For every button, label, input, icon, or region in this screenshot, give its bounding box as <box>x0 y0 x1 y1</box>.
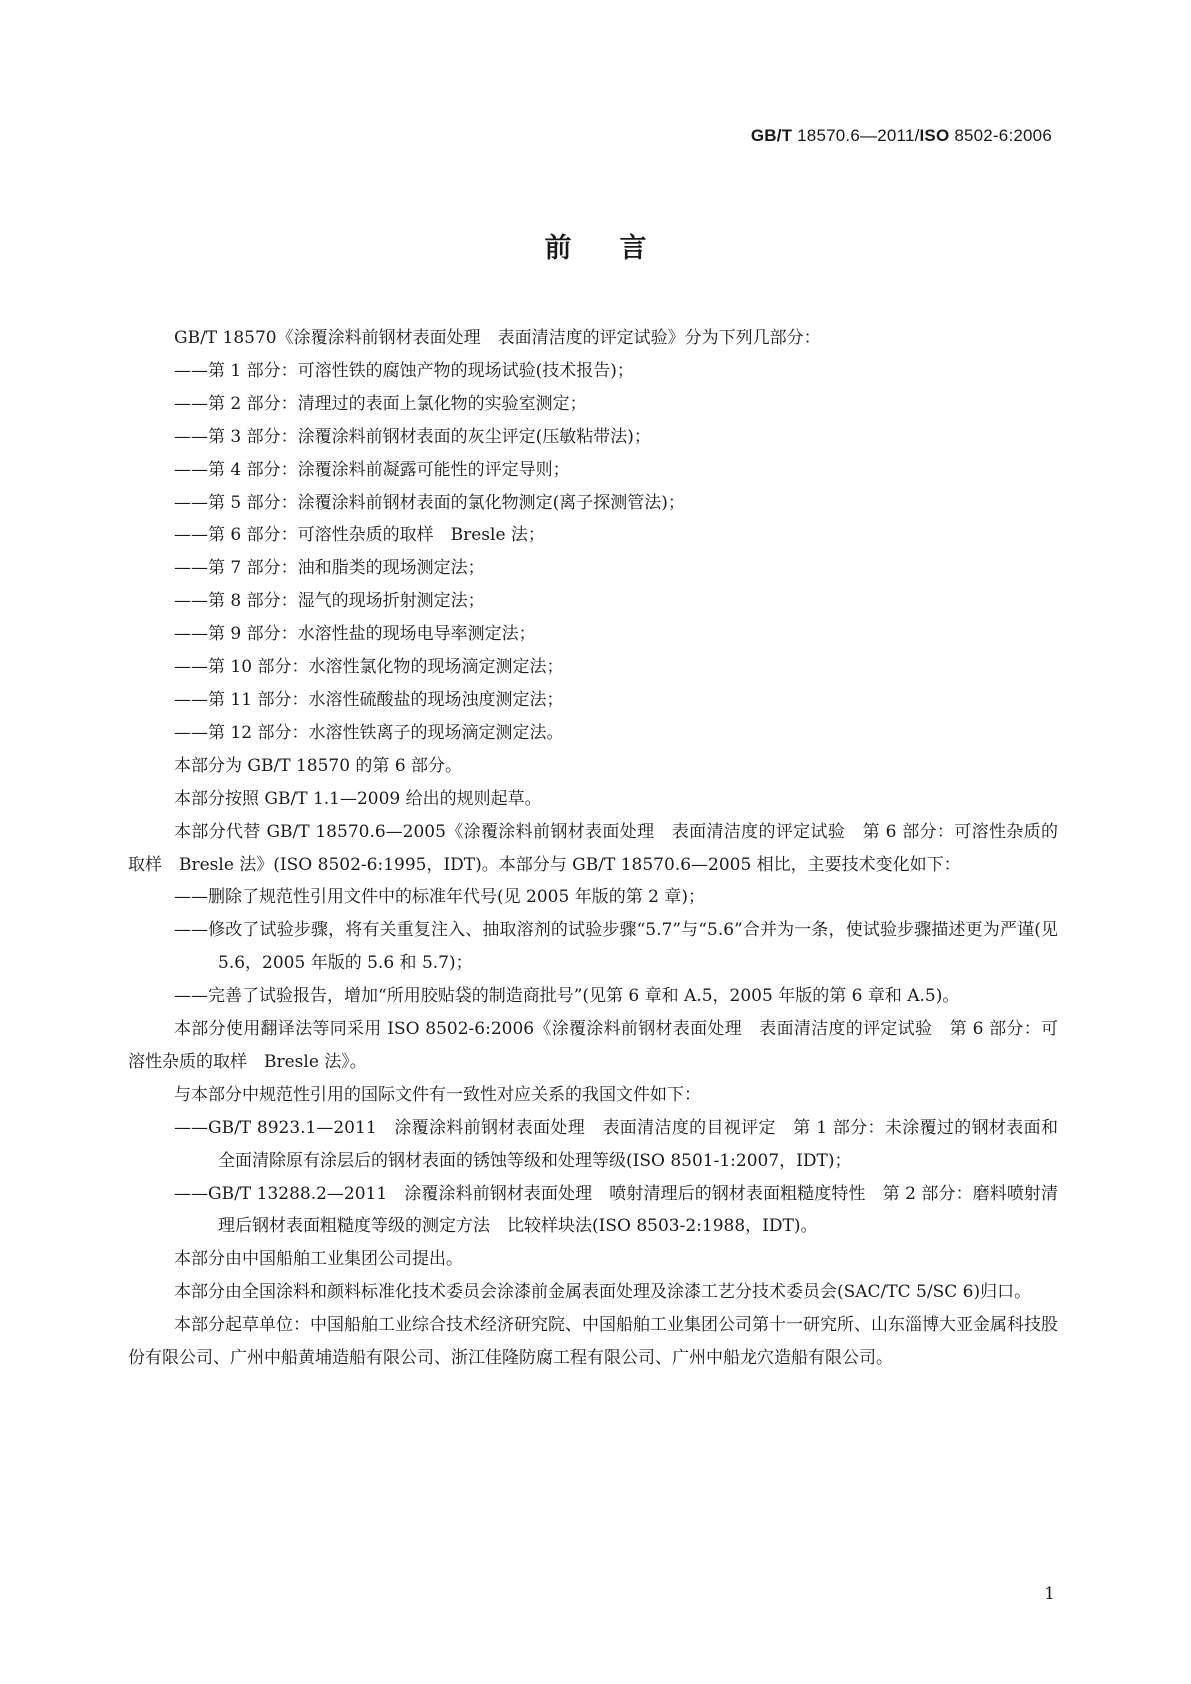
paragraph: 本部分起草单位：中国船舶工业综合技术经济研究院、中国船舶工业集团公司第十一研究所、山东淄博大亚金属科技股份有限公司、广州中船黄埔造船有限公司、浙江佳隆防腐工程有限公司、广州中船龙穴造船有限公司。 <box>128 1315 1058 1369</box>
list-item: ——第 11 部分：水溶性硫酸盐的现场浊度测定法； <box>174 689 564 710</box>
list-item: ——第 10 部分：水溶性氯化物的现场滴定测定法； <box>174 657 564 678</box>
list-item: ——第 1 部分：可溶性铁的腐蚀产物的现场试验(技术报告)； <box>174 360 634 381</box>
list-item: ——完善了试验报告，增加“所用胶贴袋的制造商批号”(见第 6 章和 A.5，2005 年版的第 6 章和 A.5)。 <box>174 986 960 1007</box>
list-item: ——第 6 部分：可溶性杂质的取样 Bresle 法； <box>174 525 545 546</box>
code-number: 18570.6—2011/ <box>792 126 920 145</box>
list-item: ——第 5 部分：涂覆涂料前钢材表面的氯化物测定(离子探测管法)； <box>174 492 685 513</box>
paragraph: 本部分按照 GB/T 1.1—2009 给出的规则起草。 <box>174 788 542 809</box>
list-item: ——第 4 部分：涂覆涂料前凝露可能性的评定导则； <box>174 459 570 480</box>
code-iso-number: 8502-6:2006 <box>949 126 1052 145</box>
list-item: ——第 3 部分：涂覆涂料前钢材表面的灰尘评定(压敏粘带法)； <box>174 426 651 447</box>
code-iso: ISO <box>919 126 950 145</box>
page-number: 1 <box>1044 1584 1055 1604</box>
paragraph: 本部分代替 GB/T 18570.6—2005《涂覆涂料前钢材表面处理 表面清洁度的评定试验 第 6 部分：可溶性杂质的取样 Bresle 法》(ISO 8502-6:1995，IDT)。本部分与 GB/T 18570.6—2005 相比，主要技术变化如下： <box>128 821 1058 875</box>
paragraph: GB/T 18570《涂覆涂料前钢材表面处理 表面清洁度的评定试验》分为下列几部分： <box>174 328 821 348</box>
paragraph: 与本部分中规范性引用的国际文件有一致性对应关系的我国文件如下： <box>174 1084 701 1105</box>
paragraph: 本部分由中国船舶工业集团公司提出。 <box>174 1249 463 1270</box>
list-item: ——GB/T 8923.1—2011 涂覆涂料前钢材表面处理 表面清洁度的目视评定 第 1 部分：未涂覆过的钢材表面和全面清除原有涂层后的钢材表面的锈蚀等级和处理等级(ISO 8501-1:2007，IDT)； <box>174 1117 1058 1171</box>
list-item: ——GB/T 13288.2—2011 涂覆涂料前钢材表面处理 喷射清理后的钢材表面粗糙度特性 第 2 部分：磨料喷射清理后钢材表面粗糙度等级的测定方法 比较样块法(ISO 8503-2:1988，IDT)。 <box>174 1183 1058 1237</box>
list-item: ——修改了试验步骤，将有关重复注入、抽取溶剂的试验步骤“5.7”与“5.6”合并为一条，使试验步骤描述更为严谨(见 5.6，2005 年版的 5.6 和 5.7)； <box>174 920 1058 974</box>
page-title: 前言 <box>544 233 695 264</box>
paragraph: 本部分为 GB/T 18570 的第 6 部分。 <box>174 755 463 776</box>
document-code-header <box>751 126 1052 146</box>
foreword-body <box>128 322 1058 1375</box>
list-item: ——删除了规范性引用文件中的标准年代号(见 2005 年版的第 2 章)； <box>174 887 705 908</box>
code-prefix: GB/T <box>750 126 793 145</box>
paragraph: 本部分使用翻译法等同采用 ISO 8502-6:2006《涂覆涂料前钢材表面处理 表面清洁度的评定试验 第 6 部分：可溶性杂质的取样 Bresle 法》。 <box>128 1019 1058 1072</box>
list-item: ——第 2 部分：清理过的表面上氯化物的实验室测定； <box>174 393 587 414</box>
paragraph: 本部分由全国涂料和颜料标准化技术委员会涂漆前金属表面处理及涂漆工艺分技术委员会(SAC/TC 5/SC 6)归口。 <box>174 1282 1032 1303</box>
list-item: ——第 7 部分：油和脂类的现场测定法； <box>174 558 485 579</box>
list-item: ——第 9 部分：水溶性盐的现场电导率测定法； <box>174 624 536 645</box>
list-item: ——第 8 部分：湿气的现场折射测定法； <box>174 591 485 612</box>
list-item: ——第 12 部分：水溶性铁离子的现场滴定测定法。 <box>174 722 564 743</box>
